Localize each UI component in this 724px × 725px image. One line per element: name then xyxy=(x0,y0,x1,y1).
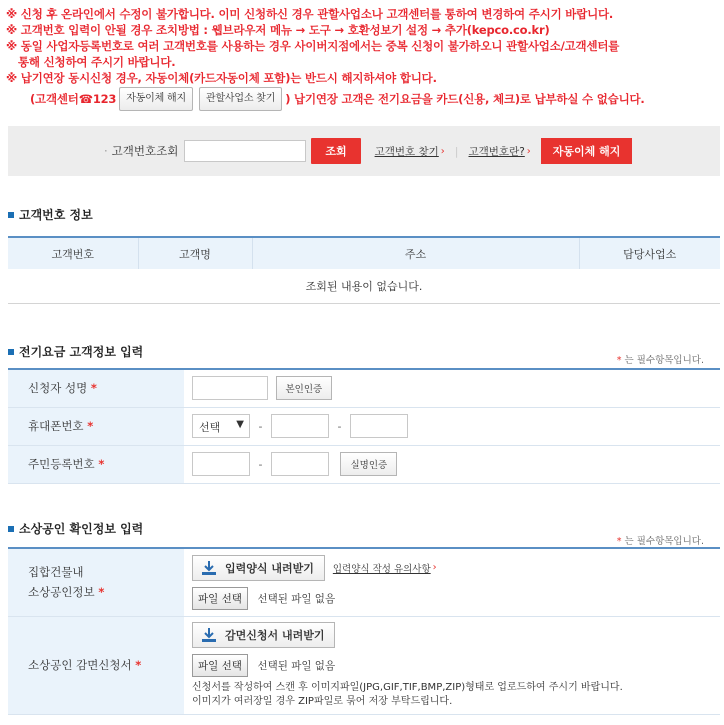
realname-verify-button[interactable]: 실명인증 xyxy=(340,452,397,476)
form-guide-link[interactable]: 입력양식 작성 유의사항 xyxy=(332,563,431,575)
notice-card-warning: ) 납기연장 고객은 전기요금을 카드(신용, 체크)로 납부하실 수 없습니다. xyxy=(285,92,645,106)
customer-info-table xyxy=(8,236,720,304)
what-is-customer-number-link[interactable]: 고객번호란? xyxy=(468,145,525,158)
form-row xyxy=(8,369,720,407)
column-header: 고객명 xyxy=(138,237,252,269)
download-form-button[interactable]: 입력양식 내려받기 xyxy=(192,555,325,581)
autopay-cancel-button[interactable]: 자동이체 해지 xyxy=(541,138,633,164)
form-row xyxy=(8,445,720,483)
chevron-right-icon: › xyxy=(432,562,437,574)
file-select-button[interactable]: 파일 선택 xyxy=(192,654,248,677)
notice-callcenter: (고객센터☎123 xyxy=(30,92,117,106)
customer-search-bar xyxy=(8,126,720,176)
triangle-down-icon: ▼ xyxy=(236,419,244,430)
find-office-button[interactable]: 관할사업소 찾기 xyxy=(199,87,282,111)
electric-form-table xyxy=(8,368,720,484)
dash: - xyxy=(258,419,263,433)
divider: | xyxy=(454,144,459,158)
column-header: 주소 xyxy=(252,237,579,269)
notice-line xyxy=(6,86,718,112)
file-status: 선택된 파일 없음 xyxy=(257,592,336,605)
section-title-electric-form: 전기요금 고객정보 입력 xyxy=(8,343,143,360)
small-biz-form-table xyxy=(8,547,720,715)
autopay-cancel-small-button[interactable]: 자동이체 해지 xyxy=(119,87,193,111)
download-application-button[interactable]: 감면신청서 내려받기 xyxy=(192,622,335,648)
required-note: * 는 필수항목입니다. xyxy=(616,536,704,547)
find-customer-number-link[interactable]: 고객번호 찾기 xyxy=(374,145,439,158)
phone-prefix-select[interactable]: 선택 ▼ xyxy=(192,414,250,438)
notice-line: ※ 고객번호 입력이 안될 경우 조치방법 : 웹브라우저 메뉴 → 도구 → 호환성보기 설정 → 추가(kepco.co.kr) xyxy=(6,23,550,37)
form-label: 휴대폰번호 * xyxy=(8,407,184,445)
notice-line: 통해 신청하여 주시기 바랍니다. xyxy=(18,55,176,69)
form-row xyxy=(8,407,720,445)
required-note: * 는 필수항목입니다. xyxy=(616,355,704,366)
notice-line: ※ 동일 사업자등록번호로 여러 고객번호를 사용하는 경우 사이버지점에서는 중복 신청이 불가하오니 관할사업소/고객센터를 xyxy=(6,39,620,53)
customer-number-input[interactable] xyxy=(184,140,306,162)
form-label: 집합건물내 소상공인정보 * xyxy=(8,548,184,616)
dash: - xyxy=(337,419,342,433)
file-status: 선택된 파일 없음 xyxy=(257,659,336,672)
square-bullet-icon xyxy=(8,212,14,218)
applicant-name-input[interactable] xyxy=(192,376,268,400)
table-header-row xyxy=(8,237,720,269)
notice-line: ※ 신청 후 온라인에서 수정이 불가합니다. 이미 신청하신 경우 관할사업소나 고객센터를 통하여 변경하여 주시기 바랍니다. xyxy=(6,7,614,21)
search-label: · 고객번호조회 xyxy=(104,143,178,159)
column-header: 고객번호 xyxy=(8,237,138,269)
download-icon xyxy=(201,560,217,576)
table-row xyxy=(8,269,720,303)
download-icon xyxy=(201,627,217,643)
form-row xyxy=(8,548,720,616)
form-label: 소상공인 감면신청서 * xyxy=(8,616,184,714)
empty-message: 조회된 내용이 없습니다. xyxy=(8,269,720,303)
rrn-last-input[interactable] xyxy=(271,452,329,476)
required-star-icon: * xyxy=(616,536,622,547)
square-bullet-icon xyxy=(8,349,14,355)
section-title-small-biz: 소상공인 확인정보 입력 xyxy=(8,520,143,537)
phone-last-input[interactable] xyxy=(350,414,408,438)
square-bullet-icon xyxy=(8,526,14,532)
upload-help-text: 신청서를 작성하여 스캔 후 이미지파일(JPG,GIF,TIF,BMP,ZIP)형태로 업로드하여 주시기 바랍니다. xyxy=(192,681,623,693)
phone-middle-input[interactable] xyxy=(271,414,329,438)
chevron-right-icon: › xyxy=(440,145,445,157)
rrn-first-input[interactable] xyxy=(192,452,250,476)
form-label: 주민등록번호 * xyxy=(8,445,184,483)
identity-verify-button[interactable]: 본인인증 xyxy=(276,376,333,400)
dash: - xyxy=(258,457,263,471)
chevron-right-icon: › xyxy=(526,145,531,157)
notice-block xyxy=(6,6,718,112)
upload-help-text: 이미지가 여러장일 경우 ZIP파일로 묶어 저장 부탁드립니다. xyxy=(192,695,453,707)
required-star-icon: * xyxy=(616,355,622,366)
file-select-button[interactable]: 파일 선택 xyxy=(192,587,248,610)
form-label: 신청자 성명 * xyxy=(8,369,184,407)
column-header: 담당사업소 xyxy=(579,237,720,269)
notice-line: ※ 납기연장 동시신청 경우, 자동이체(카드자동이체 포함)는 반드시 해지하셔야 합니다. xyxy=(6,71,437,85)
form-row xyxy=(8,616,720,714)
search-button[interactable]: 조회 xyxy=(311,138,360,164)
section-title-customer-info: 고객번호 정보 xyxy=(8,206,93,223)
